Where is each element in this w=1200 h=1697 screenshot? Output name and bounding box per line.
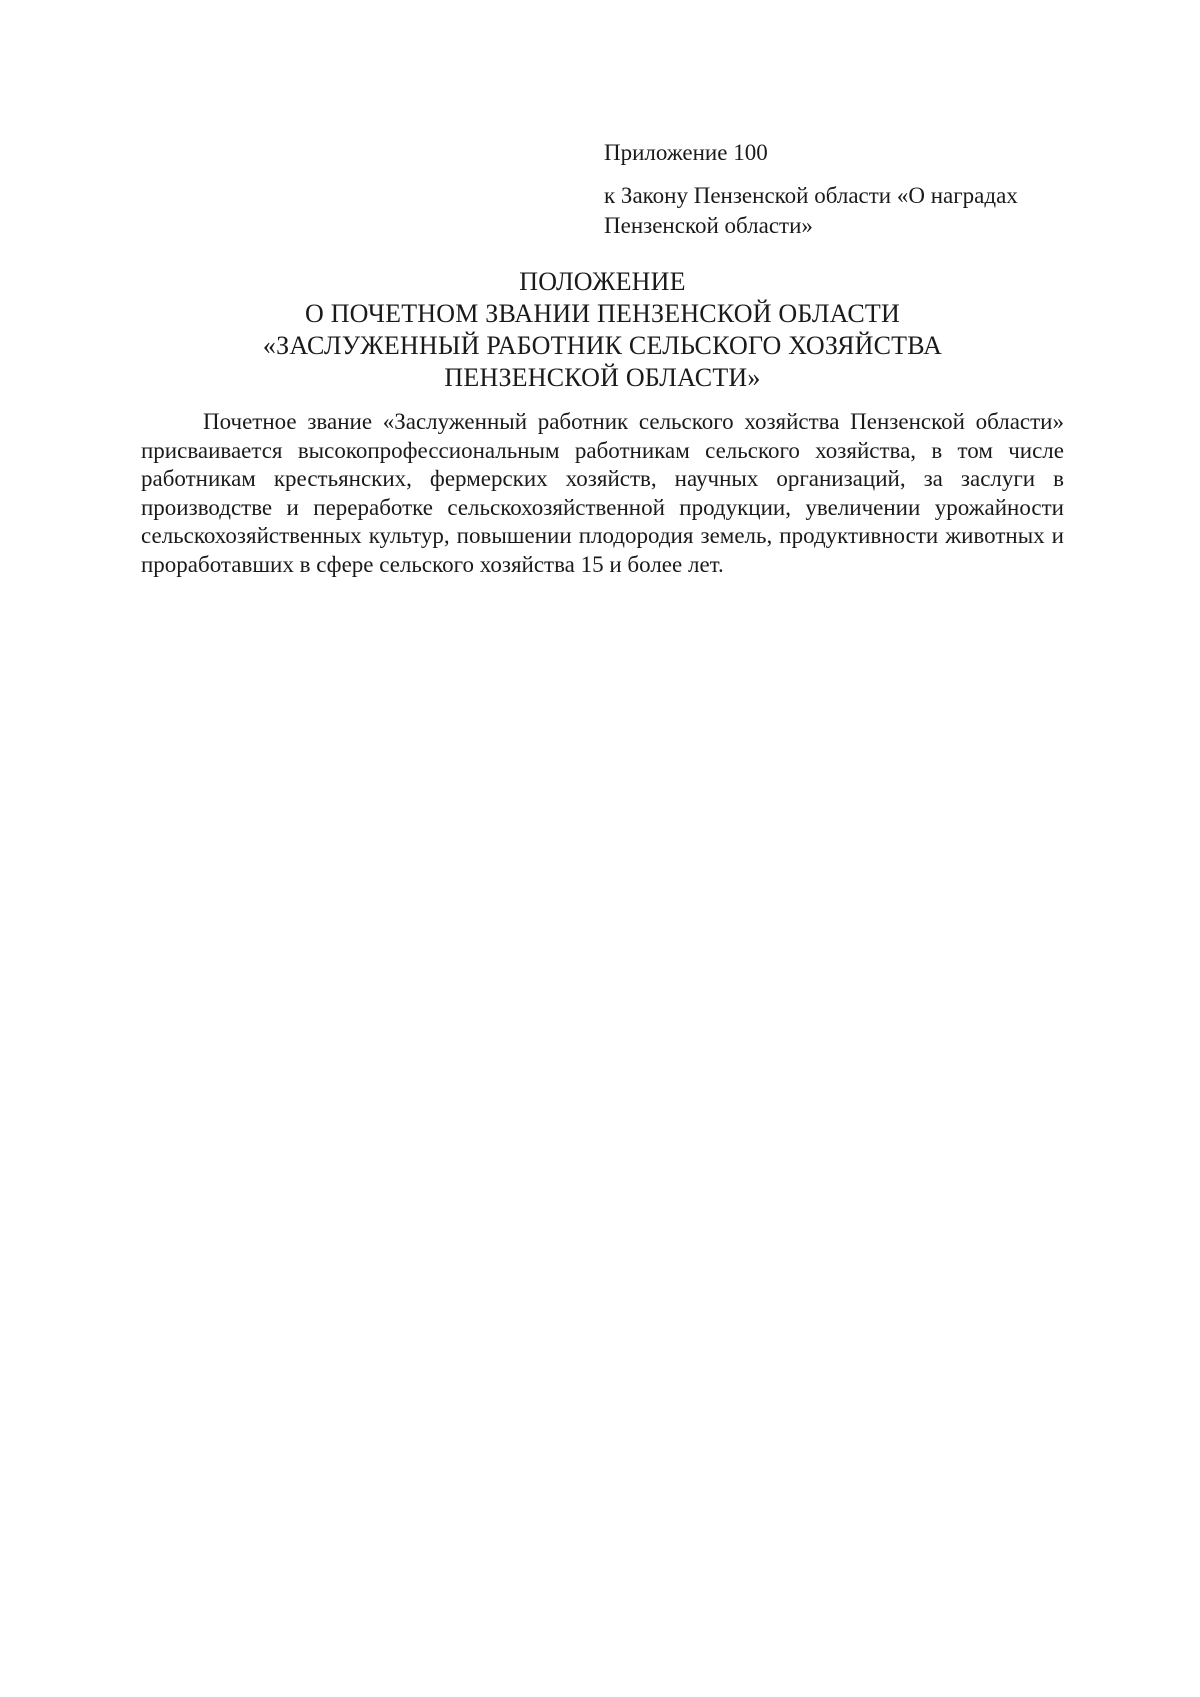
title-line-2: О ПОЧЕТНОМ ЗВАНИИ ПЕНЗЕНСКОЙ ОБЛАСТИ [305,299,900,328]
title-line-1: ПОЛОЖЕНИЕ [519,267,686,296]
body-paragraph: Почетное звание «Заслуженный работник сельского хозяйства Пензенской области» присваивается высокопрофессиональным работникам сельского хозяйства, в том числе работникам крестьянских, фермерских хозяйств, научных организаций, за заслуги в производстве и переработке сельскохозяйственной продукции, увеличении урожайности сельскохозяйственных культур, повышении плодородия земель, продуктивности животных и проработавших в сфере сельского хозяйства 15 и более лет. [141,409,1064,577]
appendix-number: Приложение 100 [604,140,768,165]
appendix-header [604,138,1074,241]
title-line-3: «ЗАСЛУЖЕННЫЙ РАБОТНИК СЕЛЬСКОГО ХОЗЯЙСТВА [262,331,943,360]
document-title [140,266,1065,394]
title-line-4: ПЕНЗЕНСКОЙ ОБЛАСТИ» [444,363,761,392]
appendix-law-reference: к Закону Пензенской области «О наградах Пензенской области» [604,183,1018,238]
